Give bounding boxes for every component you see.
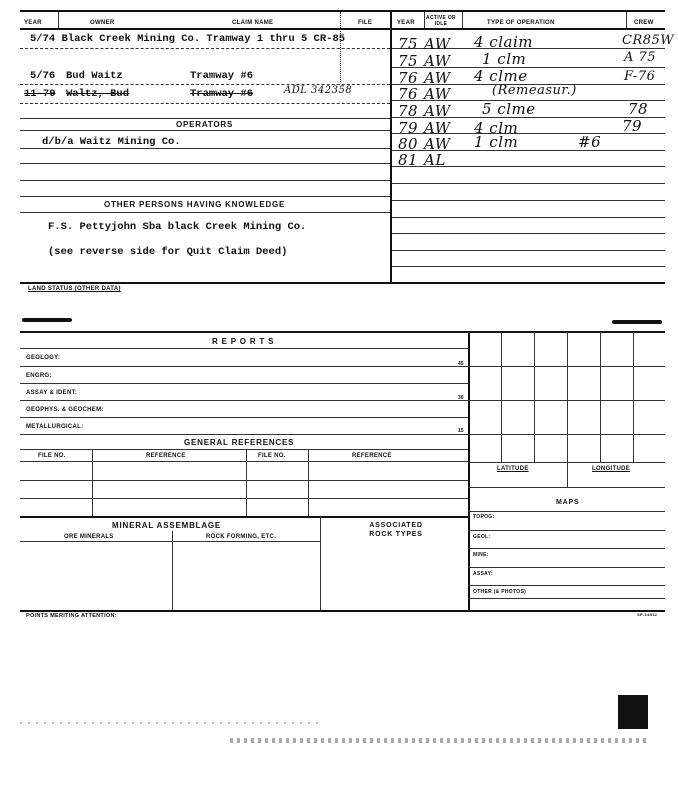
operator-entry: d/b/a Waitz Mining Co. bbox=[42, 136, 181, 148]
maps-rule bbox=[468, 598, 665, 599]
maps-rule bbox=[468, 530, 665, 531]
header-crew: CREW bbox=[634, 20, 654, 26]
refs-col-divider bbox=[308, 449, 309, 516]
log-op-1: 4 claim bbox=[474, 33, 533, 51]
log-status-1: AW bbox=[424, 35, 451, 53]
header-year-right: YEAR bbox=[397, 20, 415, 26]
log-status-2: AW bbox=[424, 52, 451, 70]
knowledge-rule bbox=[20, 212, 390, 213]
reports-rule bbox=[20, 434, 468, 435]
refs-col-divider bbox=[246, 449, 247, 516]
refs-col-ref-2: REFERENCE bbox=[352, 453, 392, 459]
log-op-6: 4 clm bbox=[474, 119, 519, 137]
owner-row-2-owner: Bud Waitz bbox=[66, 70, 123, 82]
knowledge-title: OTHER PERSONS HAVING KNOWLEDGE bbox=[104, 200, 286, 209]
log-year-1: 75 bbox=[398, 35, 419, 53]
mineral-bottom bbox=[20, 610, 665, 612]
log-crew-1: CR85W bbox=[622, 33, 675, 48]
grid-col bbox=[501, 332, 502, 462]
maps-title: MAPS bbox=[556, 499, 580, 506]
operators-rule bbox=[20, 130, 390, 131]
report-assay: ASSAY & IDENT: bbox=[26, 390, 78, 396]
owner-row-1: 5/74 Black Creek Mining Co. Tramway 1 thru 5 CR-85 bbox=[30, 33, 346, 45]
points-label: POINTS MERITING ATTENTION: bbox=[26, 613, 117, 619]
log-crew-3: F-76 bbox=[624, 69, 656, 84]
owner-row-3-file: ADL 342358 bbox=[284, 85, 353, 96]
mineral-title: MINERAL ASSEMBLAGE bbox=[112, 521, 222, 530]
divider-left-right bbox=[390, 12, 392, 282]
right-row-line bbox=[392, 183, 665, 184]
grid-row bbox=[468, 366, 665, 367]
header-file: FILE bbox=[358, 20, 373, 26]
log-status-3: AW bbox=[424, 69, 451, 87]
rock-forming-label: ROCK FORMING, ETC. bbox=[206, 534, 277, 540]
owner-row-3-owner: Waltz, Bud bbox=[66, 88, 130, 100]
refs-col-divider bbox=[92, 449, 93, 516]
ore-minerals-label: ORE MINERALS bbox=[64, 534, 114, 540]
header-underline bbox=[20, 28, 665, 30]
owner-row-2-date: 5/76 bbox=[30, 70, 56, 82]
log-crew-2: A 75 bbox=[624, 50, 657, 65]
reports-rule bbox=[20, 366, 468, 367]
maps-rule bbox=[468, 585, 665, 586]
map-other: OTHER (& PHOTOS) bbox=[473, 589, 527, 595]
reports-title: R E P O R T S bbox=[212, 337, 275, 346]
operators-rule bbox=[20, 118, 390, 119]
divider-active bbox=[424, 12, 425, 28]
report-geophys: GEOPHYS. & GEOCHEM: bbox=[26, 407, 104, 413]
refs-bottom bbox=[20, 516, 468, 518]
reports-rule bbox=[20, 383, 468, 384]
owner-row-3-claim: Tramway #6 bbox=[190, 88, 254, 100]
map-geol: GEOL: bbox=[473, 534, 491, 540]
refs-col-ref-1: REFERENCE bbox=[146, 453, 186, 459]
form-number: SP-14812 bbox=[637, 612, 658, 617]
log-op-7: 1 clm bbox=[474, 133, 519, 151]
land-status-label: LAND STATUS (OTHER DATA) bbox=[28, 286, 121, 292]
log-op-2: 1 clm bbox=[482, 50, 527, 68]
divider-crew bbox=[626, 12, 627, 28]
header-owner: OWNER bbox=[90, 20, 115, 26]
mineral-divider bbox=[320, 516, 321, 610]
log-status-5: AW bbox=[424, 102, 451, 120]
right-row-line bbox=[392, 250, 665, 251]
log-op-5: 5 clme bbox=[482, 100, 536, 118]
grid-col bbox=[567, 332, 568, 487]
log-crew-7: #6 bbox=[578, 133, 602, 151]
refs-rule bbox=[20, 449, 468, 450]
general-refs-title: GENERAL REFERENCES bbox=[184, 438, 295, 447]
scan-noise bbox=[230, 738, 650, 743]
right-row-line bbox=[392, 233, 665, 234]
row-line bbox=[20, 48, 390, 49]
log-status-8: AL bbox=[424, 151, 446, 169]
mineral-rule bbox=[20, 541, 320, 542]
owner-row-3-date: 11-79 bbox=[24, 88, 56, 100]
knowledge-line-1: F.S. Pettyjohn Sba black Creek Mining Co. bbox=[48, 221, 307, 233]
reports-top bbox=[20, 331, 665, 333]
header-claim-name: CLAIM NAME bbox=[232, 20, 274, 26]
refs-col-file-1: FILE NO. bbox=[38, 453, 66, 459]
log-op-3: 4 clme bbox=[474, 67, 528, 85]
report-geology: GEOLOGY: bbox=[26, 355, 61, 361]
scale-15: 15 bbox=[458, 428, 464, 434]
log-year-7: 80 bbox=[398, 135, 419, 153]
row-line bbox=[20, 163, 390, 164]
grid-row bbox=[468, 462, 665, 463]
maps-rule bbox=[468, 548, 665, 549]
header-type-of-operation: TYPE OF OPERATION bbox=[487, 20, 555, 26]
scan-noise bbox=[20, 722, 320, 724]
log-year-2: 75 bbox=[398, 52, 419, 70]
log-op-4: (Remeasur.) bbox=[492, 83, 577, 98]
log-status-7: AW bbox=[424, 135, 451, 153]
log-year-3: 76 bbox=[398, 69, 419, 87]
refs-col-file-2: FILE NO. bbox=[258, 453, 286, 459]
grid-col bbox=[534, 332, 535, 462]
map-mine: MINE: bbox=[473, 552, 489, 558]
map-assay: ASSAY: bbox=[473, 571, 493, 577]
log-crew-6: 79 bbox=[622, 117, 643, 135]
divider-file bbox=[340, 12, 341, 82]
scale-30: 30 bbox=[458, 395, 464, 401]
right-row-line bbox=[392, 217, 665, 218]
right-row-line bbox=[392, 266, 665, 267]
maps-rule bbox=[468, 567, 665, 568]
log-status-4: AW bbox=[424, 85, 451, 103]
refs-rule bbox=[20, 461, 468, 462]
right-row-line bbox=[392, 200, 665, 201]
grid-col bbox=[600, 332, 601, 462]
log-year-4: 76 bbox=[398, 85, 419, 103]
mineral-divider bbox=[172, 531, 173, 610]
longitude-label: LONGITUDE bbox=[592, 466, 631, 472]
log-year-8: 81 bbox=[398, 151, 419, 169]
refs-row bbox=[20, 480, 468, 481]
latitude-label: LATITUDE bbox=[497, 466, 529, 472]
row-line bbox=[20, 180, 390, 181]
land-status-top bbox=[20, 282, 665, 284]
map-topog: TOPOG: bbox=[473, 514, 495, 520]
maps-rule bbox=[468, 511, 665, 512]
scale-45: 45 bbox=[458, 361, 464, 367]
header-active-idle: ACTIVE OR IDLE bbox=[426, 15, 456, 27]
log-status-6: AW bbox=[424, 119, 451, 137]
report-metallurgical: METALLURGICAL: bbox=[26, 424, 84, 430]
knowledge-rule bbox=[20, 196, 390, 197]
divider-type bbox=[462, 12, 463, 28]
divider-year bbox=[58, 12, 59, 28]
log-year-5: 78 bbox=[398, 102, 419, 120]
refs-row bbox=[20, 498, 468, 499]
latlong-rule bbox=[468, 487, 665, 488]
grid-row bbox=[468, 400, 665, 401]
row-line bbox=[20, 103, 390, 104]
scan-mark bbox=[618, 695, 648, 729]
grid-row bbox=[468, 434, 665, 435]
log-year-6: 79 bbox=[398, 119, 419, 137]
knowledge-line-2: (see reverse side for Quit Claim Deed) bbox=[48, 246, 288, 258]
reports-rule bbox=[20, 348, 468, 349]
header-year: YEAR bbox=[24, 20, 42, 26]
top-border bbox=[20, 10, 665, 12]
associated-rock-label: ASSOCIATED ROCK TYPES bbox=[369, 522, 423, 538]
reports-rule bbox=[20, 400, 468, 401]
owner-row-2-claim: Tramway #6 bbox=[190, 70, 254, 82]
reports-rule bbox=[20, 417, 468, 418]
ink-smudge bbox=[22, 318, 72, 322]
operators-title: OPERATORS bbox=[176, 120, 234, 129]
report-engrg: ENGRG: bbox=[26, 373, 52, 379]
ink-smudge bbox=[612, 320, 662, 324]
log-crew-5: 78 bbox=[628, 100, 649, 118]
row-line bbox=[20, 148, 390, 149]
reports-right-divider bbox=[468, 332, 470, 610]
grid-col bbox=[633, 332, 634, 462]
